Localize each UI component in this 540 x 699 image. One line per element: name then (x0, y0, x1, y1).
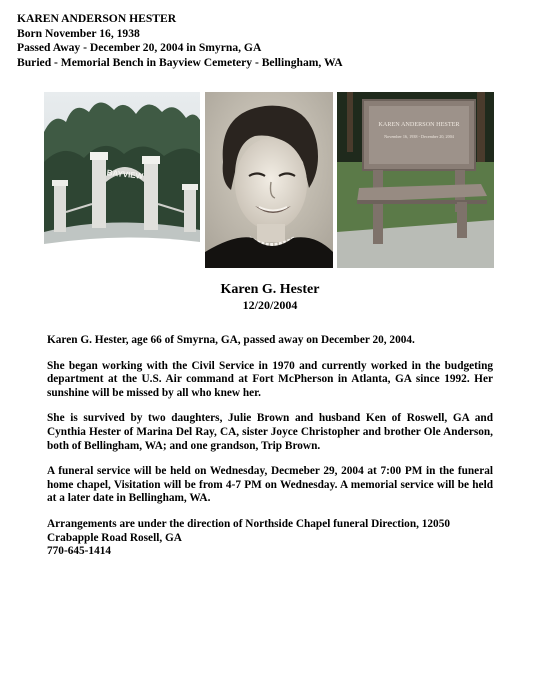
bench-plaque-dates: November 16, 1938 - December 20, 2004 (384, 134, 454, 139)
cemetery-gate-photo (44, 92, 200, 262)
header-born: Born November 16, 1938 (17, 26, 140, 40)
bench-plaque-name: KAREN ANDERSON HESTER (378, 121, 460, 128)
deceased-name: Karen G. Hester (220, 282, 320, 297)
memorial-bench-image (337, 92, 494, 268)
arrangements-line-2: Crabapple Road Rosell, GA (47, 531, 182, 544)
paragraph-services: A funeral service will be held on Wednesday, Decmeber 29, 2004 at 7:00 PM in the funeral home chapel, Visitation will be from 4-7 PM on Wednesday. A memorial service will be held at a later date in Bellingham, WA. (47, 465, 493, 505)
portrait-photo (205, 92, 333, 268)
paragraph-survivors: She is survived by two daughters, Julie Brown and husband Ken of Roswell, GA and Cynthia Hester of Marina Del Ray, CA, sister Joyce Christopher and brother Ole Anderson, both of Bellingham, WA; and one grandson, Trip Brown. (47, 412, 493, 452)
arrangements-line-1: Arrangements are under the direction of Northside Chapel funeral Direction, 12050 (47, 517, 450, 530)
gate-sign-text: BAYVIEW (106, 168, 144, 181)
death-date: 12/20/2004 (242, 298, 298, 312)
obituary-header (17, 12, 343, 70)
header-passed: Passed Away - December 20, 2004 in Smyrna, GA (17, 41, 262, 54)
paragraph-arrangements (47, 518, 493, 559)
paragraph-intro: Karen G. Hester, age 66 of Smyrna, GA, passed away on December 20, 2004. (47, 334, 415, 346)
arrangements-phone: 770-645-1414 (47, 545, 112, 558)
header-buried: Buried - Memorial Bench in Bayview Cemetery - Bellingham, WA (17, 55, 343, 69)
obituary-body (47, 334, 493, 571)
cemetery-gate-image (44, 92, 200, 262)
header-name: KAREN ANDERSON HESTER (17, 12, 177, 25)
paragraph-career: She began working with the Civil Service in 1970 and currently worked in the budgeting department at the U.S. Air command at Fort McPherson in Atlanta, GA since 1992. Her sunshine will be missed by all who knew her. (47, 359, 493, 399)
memorial-bench-photo (337, 92, 494, 268)
portrait-image (205, 92, 333, 268)
